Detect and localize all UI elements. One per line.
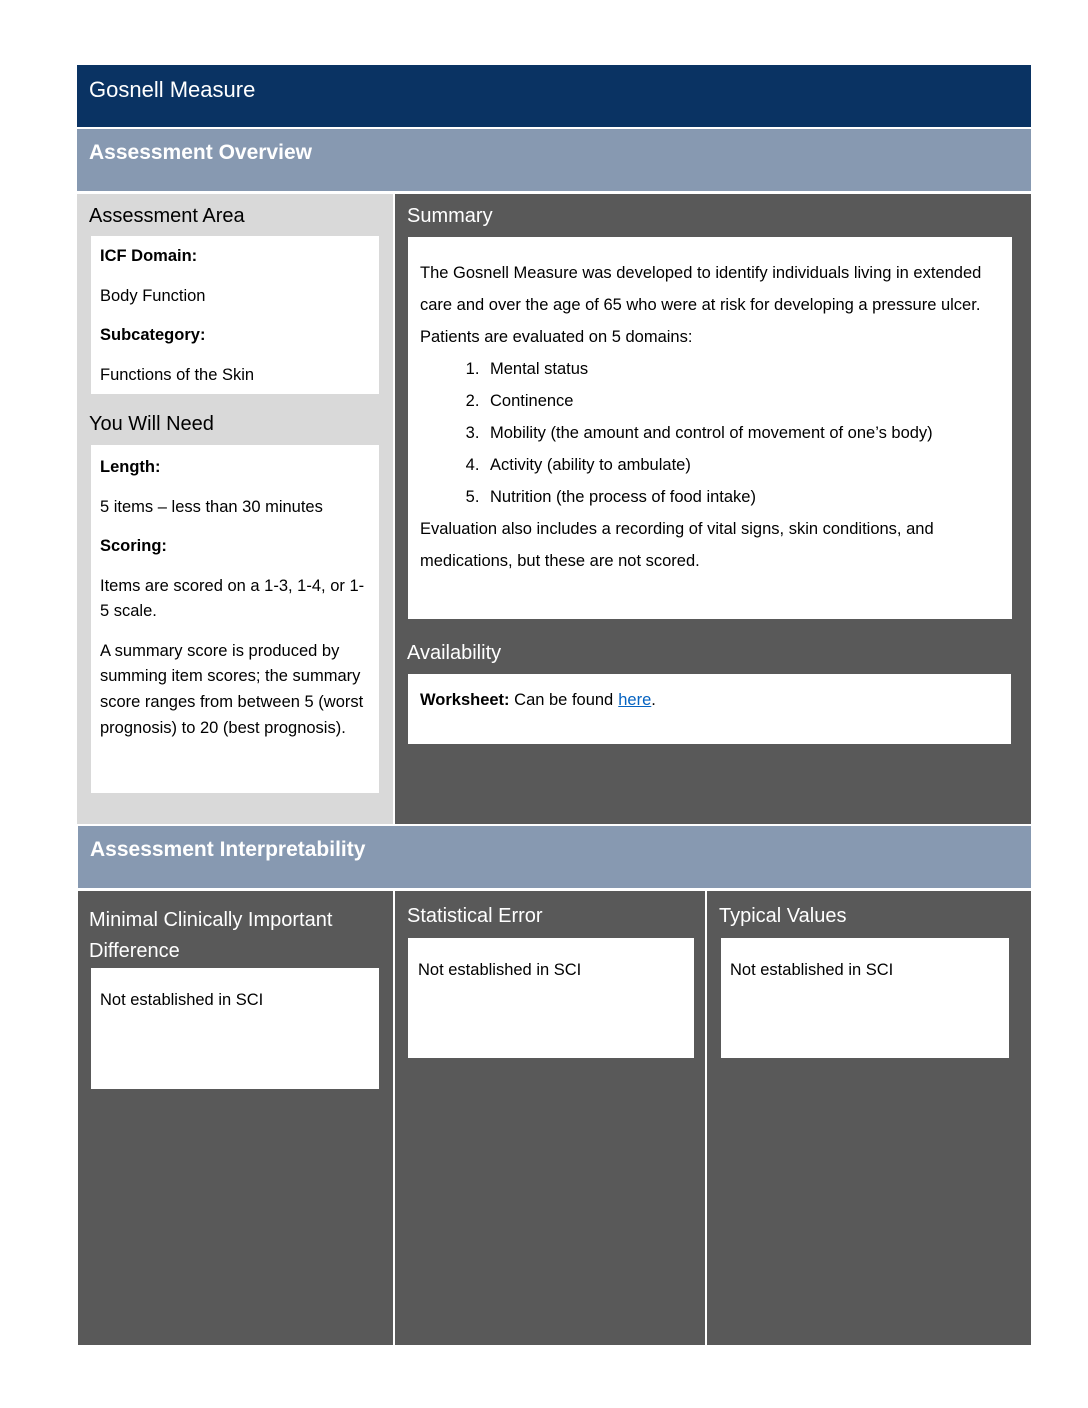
interpretability-section-bar bbox=[78, 826, 1031, 888]
domain-item: 5. Nutrition (the process of food intake) bbox=[484, 481, 1000, 513]
overview-heading: Assessment Overview bbox=[89, 141, 312, 164]
worksheet-trailing: . bbox=[651, 691, 656, 709]
scoring-label: Scoring: bbox=[100, 537, 167, 556]
domain-item: 4. Activity (ability to ambulate) bbox=[484, 449, 1000, 481]
document-title: Gosnell Measure bbox=[89, 77, 256, 102]
worksheet-text: Can be found bbox=[514, 691, 614, 709]
icf-domain-label: ICF Domain: bbox=[100, 247, 198, 265]
mcid-card bbox=[91, 968, 379, 1089]
subcategory-value: Functions of the Skin bbox=[100, 365, 255, 384]
typical-values-value: Not established in SCI bbox=[730, 961, 894, 979]
assessment-area-card bbox=[91, 236, 379, 394]
overview-section-bar bbox=[77, 129, 1031, 191]
assessment-area-heading: Assessment Area bbox=[89, 205, 245, 227]
statistical-error-heading: Statistical Error bbox=[407, 905, 543, 927]
worksheet-label: Worksheet: bbox=[420, 691, 510, 709]
domain-item: 1. Mental status bbox=[484, 353, 1000, 385]
worksheet-link[interactable]: here bbox=[618, 691, 652, 709]
domains-list bbox=[420, 353, 1000, 513]
summary-card bbox=[408, 237, 1012, 619]
summary-heading: Summary bbox=[407, 205, 493, 227]
domain-item: 2. Continence bbox=[484, 385, 1000, 417]
you-will-need-heading: You Will Need bbox=[89, 413, 214, 435]
summary-closing: Evaluation also includes a recording of vital signs, skin conditions, and medications, but these are not scored. bbox=[420, 520, 934, 570]
icf-domain-value: Body Function bbox=[100, 286, 206, 305]
scoring-scale-text: Items are scored on a 1-3, 1-4, or 1-5 scale. bbox=[100, 576, 365, 621]
document-title-bar bbox=[77, 65, 1031, 127]
subcategory-label: Subcategory: bbox=[100, 326, 206, 345]
domain-item: 3. Mobility (the amount and control of movement of one’s body) bbox=[484, 417, 1000, 449]
summary-intro: The Gosnell Measure was developed to identify individuals living in extended care and over the age of 65 who were at risk for developing a pressure ulcer. bbox=[420, 264, 982, 314]
typical-values-card bbox=[721, 938, 1009, 1058]
mcid-heading: Minimal Clinically Important Difference bbox=[89, 909, 333, 962]
you-will-need-card bbox=[91, 445, 379, 793]
statistical-error-card bbox=[408, 938, 694, 1058]
interpretability-heading: Assessment Interpretability bbox=[90, 838, 366, 861]
length-value: 5 items – less than 30 minutes bbox=[100, 497, 323, 516]
length-label: Length: bbox=[100, 458, 161, 476]
statistical-error-value: Not established in SCI bbox=[418, 961, 582, 979]
scoring-summary-text: A summary score is produced by summing item scores; the summary score ranges from between 5 (worst prognosis) to 20 (best prognosis). bbox=[100, 641, 364, 737]
summary-domains-lead: Patients are evaluated on 5 domains: bbox=[420, 328, 693, 346]
availability-heading: Availability bbox=[407, 642, 502, 664]
typical-values-heading: Typical Values bbox=[719, 905, 847, 927]
mcid-value: Not established in SCI bbox=[100, 991, 264, 1009]
availability-card bbox=[408, 674, 1011, 744]
